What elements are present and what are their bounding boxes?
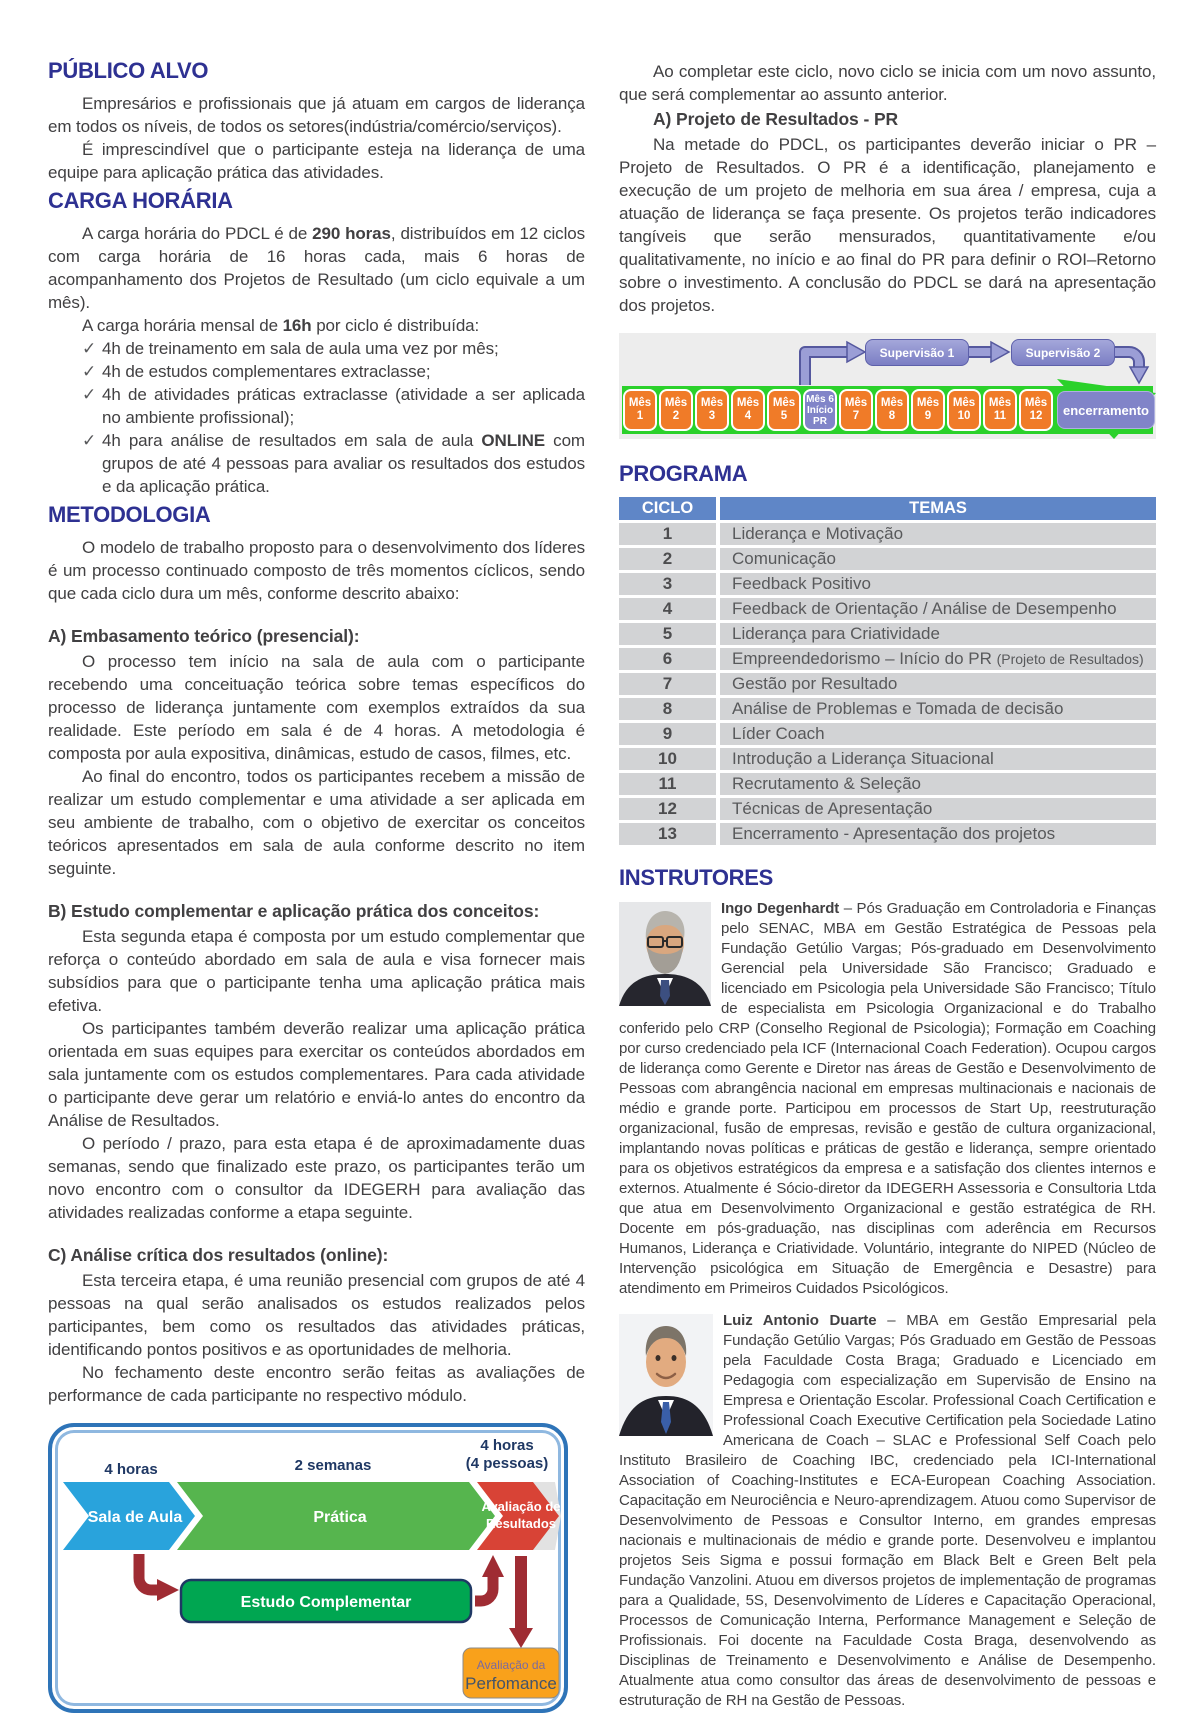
arrow-mes6-head	[847, 342, 865, 362]
section-carga-horaria	[48, 188, 585, 498]
tema-cell	[720, 673, 1156, 695]
avaliacao-resultados-label-2: Resultados	[485, 1516, 557, 1531]
bullet-text: com grupos de até 4 pessoas para avaliar os resultados dos estudos e da aplicação prática.	[102, 431, 585, 496]
month-number: 3	[708, 410, 716, 422]
bullet-text: 4h para análise de resultados em sala de aula	[102, 431, 482, 450]
ciclo-cell: 5	[619, 623, 716, 645]
instructor-bio	[619, 1311, 1156, 1711]
month-box-5	[767, 389, 801, 431]
table-row	[619, 798, 1156, 820]
month-number: 12	[1029, 410, 1043, 422]
month-box-10	[947, 389, 981, 431]
ciclo-cell: 3	[619, 573, 716, 595]
table-row	[619, 648, 1156, 670]
text-run: por ciclo é distribuída:	[311, 316, 480, 335]
programa-title: PROGRAMA	[619, 461, 748, 486]
tema-text: Técnicas de Apresentação	[732, 799, 933, 818]
bold-run: ONLINE	[481, 431, 546, 450]
inicio-word: Início	[806, 404, 834, 416]
arrow-estudo-to-avaliacao	[475, 1575, 493, 1601]
programa-table-header	[619, 497, 1156, 520]
instructor-photo-luiz	[619, 1314, 713, 1436]
month-number: 2	[672, 410, 680, 422]
table-row	[619, 823, 1156, 845]
subsection-c-paragraph: Esta terceira etapa, é uma reunião presencial com grupos de até 4 pessoas na qual serão analisados os estudos realizados pelos participantes, bem como os resultados das atividades práticas, identificando pontos positivos e as oportunidades de melhoria.	[48, 1271, 585, 1359]
flow-label-4-horas-2: 4 horas	[480, 1437, 534, 1454]
carga-horaria-paragraph	[48, 314, 585, 337]
instrutores-title: INSTRUTORES	[619, 865, 773, 890]
month-box-6-inicio-pr	[803, 389, 837, 431]
month-word: Mês	[1024, 396, 1048, 409]
carga-horaria-title: CARGA HORÁRIA	[48, 188, 233, 213]
month-number: 5	[780, 410, 788, 422]
table-row	[619, 598, 1156, 620]
month-word: Mês	[880, 396, 904, 409]
check-icon: ✓	[82, 431, 97, 450]
instructor-name: Ingo Degenhardt	[721, 900, 840, 917]
month-box-4	[731, 389, 765, 431]
check-icon: ✓	[82, 362, 97, 381]
tema-cell	[720, 798, 1156, 820]
month-word: Mês	[736, 396, 760, 409]
month-number: 1	[636, 410, 644, 422]
table-row	[619, 748, 1156, 770]
cycle-intro-paragraph: Ao completar este ciclo, novo ciclo se inicia com um novo assunto, que será complementar ao assunto anterior.	[619, 62, 1156, 104]
subsection-b-paragraph: Esta segunda etapa é composta por um estudo complementar que reforça o conteúdo abordado em sala de aula e visa fornecer mais subsídios para que o participante tenha uma aplicação prática mais efetiva.	[48, 927, 585, 1015]
flow-label-4-horas: 4 horas	[104, 1461, 158, 1478]
tema-cell	[720, 548, 1156, 570]
subsection-b-title: B) Estudo complementar e aplicação prática dos conceitos:	[48, 901, 540, 921]
tema-text: Encerramento - Apresentação dos projetos	[732, 824, 1056, 843]
instructor-luiz	[619, 1311, 1156, 1711]
publico-alvo-title: PÚBLICO ALVO	[48, 58, 209, 83]
subsection-b-paragraph: Os participantes também deverão realizar uma aplicação prática orientada em suas equipes para exercitar os conteúdos abordados em sala juntamente com os estudos complementares. Para cada atividade o participante deve gerar um relatório e enviá-lo antes do encontro da Análise de Resultados.	[48, 1019, 585, 1130]
tema-cell	[720, 773, 1156, 795]
arrow-sup2-to-encerramento	[1115, 352, 1139, 368]
month-number: 11	[993, 410, 1007, 422]
instructor-bio-text: – MBA em Gestão Empresarial pela Fundação Getúlio Vargas; Pós Graduado em Gestão de Pessoas pela Faculdade Costa Braga; Graduado e Licenciado em Pedagogia com especialização em Supervisão de Ensino na Empresa e Orientação Escolar. Professional Coach Certification e Professional Coach Executive Certification pela Sociedade Latino Americana de Coach – SLAC e Professional Self Coach pelo Instituto Brasileiro de Coaching IBC, credenciado pela ICI-International Association of Coaching-Institutes e ECA-European Coaching Association. Capacitação em Neurociência e Neuro-aprendizagem. Atuou como Supervisor de Desenvolvimento de Pessoas e Consultor Interno, em grandes empresas nacionais e multinacionais de médio e grande porte. Desenvolveu e implantou projetos Seis Sigma e possui formação em Black Belt e Green Belt pela Fundação Vanzolini. Atuou em diversos projetos de implementação de programas para a Qualidade, 5S, Desenvolvimento de Líderes e Capacitação Operacional, Processos de Comunicação Interna, Performance Management e Seleção de Profissionais. Foi docente na Faculdade Costa Braga, desenvolvendo as Disciplinas de Treinamento e Desenvolvimento e Análise de Desempenho. Atualmente atua como consultor das áreas de desenvolvimento de pessoas e estruturação de RH na Gestão de Pessoas.	[619, 1312, 1157, 1709]
section-estudo-complementar	[48, 900, 585, 1224]
check-item	[82, 383, 585, 429]
month-word: Mês	[844, 396, 868, 409]
tema-cell	[720, 598, 1156, 620]
carga-horaria-paragraph	[48, 222, 585, 314]
avaliacao-performance-label-2: Perfomance	[465, 1674, 557, 1693]
arrow-sup2-head	[1130, 367, 1148, 383]
tema-text: Líder Coach	[732, 724, 825, 743]
month-box-9	[911, 389, 945, 431]
projeto-resultados-paragraph: Na metade do PDCL, os participantes deverão iniciar o PR – Projeto de Resultados. O PR é a identificação, planejamento e execução de um projeto de melhoria em sua área / empresa, cuja a atuação de liderança se faça presente. Os projetos terão indicadores tangíveis que serão mensurados, quantitativamente e/ou qualitativamente, no início e ao final do PR para definir o ROI–Retorno sobre o investimento. A conclusão do PDCL se dará na apresentação dos projetos.	[619, 135, 1156, 315]
subsection-a-paragraph: O processo tem início na sala de aula com o participante recebendo uma conceituação teórica sobre temas específicos do processo de liderança juntamente com exemplos extraídos da sua realidade. Este período em sala é de 4 horas. A metodologia é composta por aula expositiva, dinâmicas, estudo de casos, filmes, etc.	[48, 652, 585, 763]
pr-word: PR	[813, 415, 827, 427]
ciclo-cell: 9	[619, 723, 716, 745]
tema-text: Liderança e Motivação	[732, 524, 904, 543]
tema-cell	[720, 748, 1156, 770]
section-publico-alvo	[48, 58, 585, 184]
subsection-a-title: A) Embasamento teórico (presencial):	[48, 626, 360, 646]
bullet-text: 4h de atividades práticas extraclasse (atividade a ser aplicada no ambiente profissional);	[102, 385, 585, 427]
ciclo-cell: 11	[619, 773, 716, 795]
arrow-estudo-to-avaliacao-head	[482, 1555, 504, 1577]
table-row	[619, 723, 1156, 745]
check-icon: ✓	[82, 339, 97, 358]
section-embasamento-teorico	[48, 625, 585, 880]
ciclo-cell: 1	[619, 523, 716, 545]
table-row	[619, 673, 1156, 695]
subsection-a-paragraph: Ao final do encontro, todos os participantes recebem a missão de realizar um estudo complementar e uma atividade a ser aplicada em seu ambiente de trabalho, com o objetivo de exercitar os conceitos teóricos apresentados em sala de aula conforme descrito no item seguinte.	[48, 767, 585, 878]
avaliacao-resultados-label-1: Avaliação de	[481, 1499, 561, 1514]
check-item	[82, 360, 585, 383]
flow-diagram-canvas	[55, 1430, 561, 1706]
section-analise-critica	[48, 1244, 585, 1407]
month-word: Mês	[664, 396, 688, 409]
instructor-name: Luiz Antonio Duarte	[723, 1312, 877, 1329]
instructor-ingo	[619, 899, 1156, 1299]
section-metodologia	[48, 502, 585, 605]
subsection-c-paragraph: No fechamento deste encontro serão feitas as avaliações de performance de cada participante no respectivo módulo.	[48, 1363, 585, 1405]
ciclo-cell: 6	[619, 648, 716, 670]
tema-text: Liderança para Criatividade	[732, 624, 940, 643]
tema-text: Introdução a Liderança Situacional	[732, 749, 994, 768]
arrow-mes6-to-supervisao1-outline	[805, 352, 849, 385]
publico-alvo-paragraph: É imprescindível que o participante esteja na liderança de uma equipe para aplicação prática das atividades.	[48, 140, 585, 182]
month-box-2	[659, 389, 693, 431]
bold-run: 290 horas	[312, 224, 391, 243]
ciclo-cell: 4	[619, 598, 716, 620]
arrow-sala-to-estudo	[139, 1554, 157, 1590]
arrow-avaliacao-to-performance-head	[509, 1628, 533, 1648]
month-word: Mês	[700, 396, 724, 409]
months-row	[623, 389, 1155, 431]
left-column	[48, 54, 585, 1713]
month-number: 9	[924, 410, 932, 422]
month-word: Mês	[628, 396, 652, 409]
instructor-bio	[619, 899, 1156, 1299]
pratica-label: Prática	[313, 1509, 367, 1526]
tema-text: Recrutamento & Seleção	[732, 774, 921, 793]
table-row	[619, 698, 1156, 720]
tema-cell	[720, 573, 1156, 595]
tema-text: Comunicação	[732, 549, 836, 568]
check-icon: ✓	[82, 385, 97, 404]
ciclo-cell: 7	[619, 673, 716, 695]
month-word: Mês	[952, 396, 976, 409]
column-header-temas: TEMAS	[720, 497, 1156, 520]
ciclo-cell: 10	[619, 748, 716, 770]
month-box-12	[1019, 389, 1053, 431]
month-box-8	[875, 389, 909, 431]
metodologia-paragraph: O modelo de trabalho proposto para o desenvolvimento dos líderes é um processo continuado composto de três momentos cíclicos, sendo que cada ciclo dura um mês, conforme descrito abaixo:	[48, 538, 585, 603]
avaliacao-performance-label-1: Avaliação da	[476, 1658, 546, 1672]
supervisao-2-box: Supervisão 2	[1011, 339, 1115, 366]
bullet-text: 4h de estudos complementares extraclasse;	[102, 362, 431, 381]
month-box-3	[695, 389, 729, 431]
tema-cell	[720, 823, 1156, 845]
check-item	[82, 429, 585, 498]
month-word: Mês	[988, 396, 1012, 409]
tema-text: Análise de Problemas e Tomada de decisão	[732, 699, 1064, 718]
arrow-sup1-to-sup2-head	[991, 342, 1009, 362]
check-item	[82, 337, 585, 360]
subsection-b-paragraph: O período / prazo, para esta etapa é de aproximadamente duas semanas, sendo que finalizado este prazo, os participantes terão um novo encontro com o consultor da IDEGERH para avaliação das atividades realizadas conforme a etapa seguinte.	[48, 1134, 585, 1222]
tema-text: Empreendedorismo – Início do PR	[732, 649, 992, 668]
publico-alvo-paragraph: Empresários e profissionais que já atuam em cargos de liderança em todos os níveis, de todos os setores(indústria/comércio/serviços).	[48, 94, 585, 136]
tema-text: Gestão por Resultado	[732, 674, 898, 693]
arrow-sala-to-estudo-head	[157, 1579, 179, 1601]
tema-text: Feedback de Orientação / Análise de Desempenho	[732, 599, 1117, 618]
month-number: 7	[852, 410, 860, 422]
flow-label-2-semanas: 2 semanas	[294, 1457, 372, 1474]
table-row	[619, 523, 1156, 545]
tema-cell	[720, 648, 1156, 670]
tema-cell	[720, 698, 1156, 720]
estudo-complementar-label: Estudo Complementar	[240, 1594, 412, 1611]
table-row	[619, 773, 1156, 795]
method-flow-diagram	[48, 1423, 568, 1713]
ciclo-cell: 8	[619, 698, 716, 720]
month-box-1	[623, 389, 657, 431]
table-row	[619, 573, 1156, 595]
tema-cell	[720, 523, 1156, 545]
bullet-text: 4h de treinamento em sala de aula uma vez por mês;	[102, 339, 499, 358]
sala-de-aula-label: Sala de Aula	[87, 1509, 183, 1526]
tema-cell	[720, 723, 1156, 745]
metodologia-title: METODOLOGIA	[48, 502, 211, 527]
bold-run: 16h	[282, 316, 312, 335]
month-number: 10	[957, 410, 971, 422]
ciclo-cell: 12	[619, 798, 716, 820]
month-word: Mês	[772, 396, 796, 409]
month-number: 4	[744, 410, 752, 422]
flow-label-4-pessoas: (4 pessoas)	[465, 1455, 549, 1472]
tema-cell	[720, 623, 1156, 645]
table-row	[619, 623, 1156, 645]
table-row	[619, 548, 1156, 570]
column-header-ciclo: CICLO	[619, 497, 716, 520]
programa-table	[619, 497, 1156, 845]
month-word: Mês	[916, 396, 940, 409]
ciclo-cell: 2	[619, 548, 716, 570]
month-word: Mês 6	[806, 393, 834, 405]
carga-horaria-bullets	[48, 337, 585, 498]
encerramento-box: encerramento	[1057, 391, 1155, 429]
text-run: , distribuídos em 12 ciclos com carga horária de 16 horas cada, mais 6 horas de acompanhamento dos Projetos de Resultado (um ciclo equivale a um mês).	[48, 224, 585, 312]
right-column	[619, 54, 1156, 1713]
text-run: A carga horária mensal de	[82, 316, 283, 335]
projeto-resultados-title: A) Projeto de Resultados - PR	[653, 109, 899, 129]
instructor-photo-ingo	[619, 902, 711, 1006]
month-box-7	[839, 389, 873, 431]
month-number: 8	[888, 410, 896, 422]
instructor-bio-text: – Pós Graduação em Controladoria e Finanças pelo SENAC, MBA em Gestão Estratégica de Pessoas pela Fundação Getúlio Vargas; Pós-graduado em Desenvolvimento Gerencial pela Universidade São Francisco; Graduado e licenciado em Psicologia pela Universidade São Francisco; Título de especialista em Psicologia Organizacional e do Trabalho conferido pelo CRP (Conselho Regional de Psicologia); Formação em Coaching por curso credenciado pela ICF (Internacional Coach Federation). Ocupou cargos de liderança como Gerente e Diretor nas áreas de Gestão e Desenvolvimento de Pessoas com abrangência nacional em empresas multinacionais e nacionais de médio e grande porte. Participou em processos de Start Up, reestruturação organizacional, fusão de empresas, revisão e gestão de cultura organizacional, implantando novas políticas e práticas de gestão e liderança, sempre orientado para os objetivos estratégicos da empresa e a satisfação dos clientes internos e externos. Atualmente é Sócio-diretor da IDEGERH Assessoria e Consultoria Ltda que atua em Desenvolvimento Organizacional e gestão estratégica de RH. Docente em pós-graduação, nas disciplinas com aderência em Recursos Humanos, Liderança e Criatividade. Voluntário, integrante do NIPED (Núcleo de Intervenção psicológica em Situação de Emergência e Desastre) para atendimento em Primeiros Cuidados Psicológicos.	[619, 900, 1156, 1297]
pdcl-timeline-diagram	[619, 333, 1156, 439]
supervisao-1-box: Supervisão 1	[865, 339, 969, 366]
month-box-11	[983, 389, 1017, 431]
text-run: A carga horária do PDCL é de	[82, 224, 313, 243]
tema-text: Feedback Positivo	[732, 574, 871, 593]
tema-text-small: (Projeto de Resultados)	[996, 651, 1144, 667]
subsection-c-title: C) Análise crítica dos resultados (online):	[48, 1245, 389, 1265]
ciclo-cell: 13	[619, 823, 716, 845]
